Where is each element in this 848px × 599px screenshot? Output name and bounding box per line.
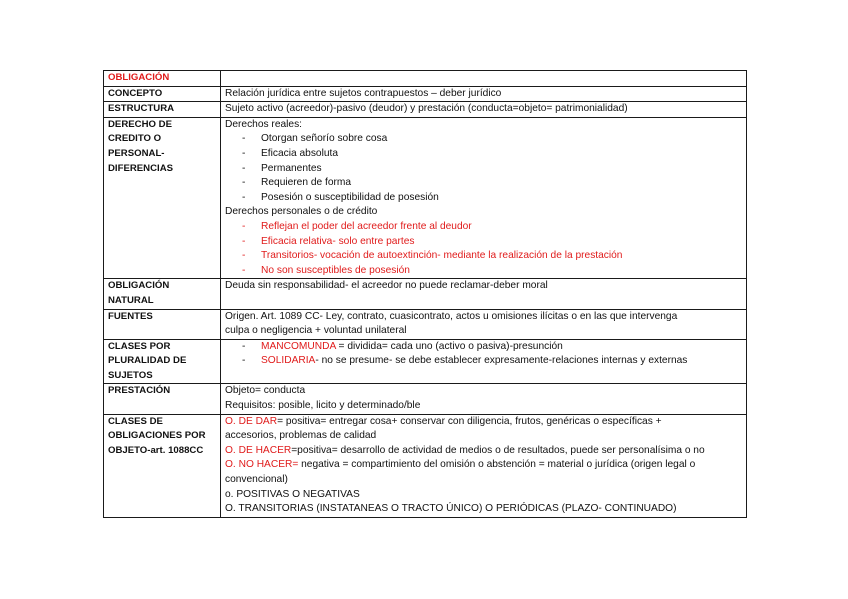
reales-list (225, 132, 743, 205)
derecho-credito-content (221, 117, 747, 279)
list-item: - Otorgan señorío sobre cosa (225, 132, 743, 147)
prestacion-content (221, 384, 747, 414)
list-item: - No son susceptibles de posesión (225, 264, 743, 279)
positivas-line: o. POSITIVAS O NEGATIVAS (225, 488, 360, 500)
hacer-term: O. DE HACER (225, 444, 292, 456)
clases-objeto-label: CLASES DE OBLIGACIONES POR OBJETO-art. 1088CC (104, 414, 221, 517)
concepto-text: Relación jurídica entre sujetos contrapuestos – deber jurídico (221, 86, 747, 102)
mancomunada-term: MANCOMUNDA (261, 340, 336, 352)
prestacion-line-2: Requisitos: posible, licito y determinado/ble (225, 400, 421, 412)
concepto-label: CONCEPTO (104, 86, 221, 102)
obligacion-natural-label: OBLIGACIÓN NATURAL (104, 279, 221, 309)
dar-desc: = positiva= entregar cosa+ conservar con diligencia, frutos, genéricas o específicas + (277, 415, 662, 427)
prestacion-line-1: Objeto= conducta (225, 385, 306, 397)
transitorias-line: O. TRANSITORIAS (INSTATANEAS O TRACTO ÚNICO) O PERIÓDICAS (PLAZO- CONTINUADO) (225, 503, 677, 515)
pluralidad-list (225, 340, 743, 369)
list-item: - Permanentes (225, 162, 743, 177)
table-row-estructura (104, 102, 747, 118)
table-row-clases-pluralidad (104, 339, 747, 384)
list-item (225, 354, 743, 369)
no-hacer-desc: negativa = compartimiento del omisión o abstención = material o jurídica (origen legal o (298, 459, 696, 471)
mancomunada-desc: = dividida= cada uno (activo o pasiva)-presunción (335, 340, 563, 352)
list-item: - Transitorios- vocación de autoextinción- mediante la realización de la prestación (225, 249, 743, 264)
hacer-desc: =positiva= desarrollo de actividad de medios o de resultados, puede ser personalísima o no (291, 444, 705, 456)
list-item: - Posesión o susceptibilidad de posesión (225, 191, 743, 206)
no-hacer-line-2: convencional) (225, 474, 288, 486)
fuentes-line-2: culpa o negligencia + voluntad unilateral (225, 325, 407, 337)
fuentes-line-1: Origen. Art. 1089 CC- Ley, contrato, cuasicontrato, actos u omisiones ilícitas o en las que intervenga (225, 310, 678, 322)
clases-objeto-content (221, 414, 747, 517)
obligacion-natural-text: Deuda sin responsabilidad- el acreedor no puede reclamar-deber moral (221, 279, 747, 309)
derecho-credito-label: DERECHO DE CREDITO O PERSONAL-DIFERENCIAS (104, 117, 221, 279)
table-row-clases-objeto (104, 414, 747, 517)
title-empty-cell (221, 71, 747, 87)
prestacion-label: PRESTACIÓN (104, 384, 221, 414)
dar-line (225, 415, 743, 430)
table-row-derecho-credito (104, 117, 747, 279)
list-item: - Eficacia absoluta (225, 147, 743, 162)
solidaria-term: SOLIDARIA (261, 355, 316, 367)
list-item: - Eficacia relativa- solo entre partes (225, 235, 743, 250)
obligacion-table (103, 70, 747, 518)
reales-heading: Derechos reales: (225, 118, 303, 130)
table-row-concepto (104, 86, 747, 102)
no-hacer-term: O. NO HACER= (225, 459, 299, 471)
personales-list (225, 220, 743, 278)
list-item: - Requieren de forma (225, 176, 743, 191)
fuentes-label: FUENTES (104, 309, 221, 339)
solidaria-desc: - no se presume- se debe establecer expresamente-relaciones internas y externas (315, 355, 688, 367)
hacer-line (225, 444, 743, 459)
no-hacer-line (225, 458, 743, 473)
table-row-prestacion (104, 384, 747, 414)
table-row-obligacion-natural (104, 279, 747, 309)
list-item: - Reflejan el poder del acreedor frente al deudor (225, 220, 743, 235)
list-item (225, 340, 743, 355)
dar-term: O. DE DAR (225, 415, 278, 427)
table-row-fuentes (104, 309, 747, 339)
estructura-text: Sujeto activo (acreedor)-pasivo (deudor) y prestación (conducta=objeto= patrimonialidad) (221, 102, 747, 118)
dar-line-2: accesorios, problemas de calidad (225, 430, 377, 442)
fuentes-content (221, 309, 747, 339)
estructura-label: ESTRUCTURA (104, 102, 221, 118)
table-title: OBLIGACIÓN (104, 71, 221, 87)
personales-heading: Derechos personales o de crédito (225, 206, 378, 218)
table-row-title (104, 71, 747, 87)
clases-pluralidad-content (221, 339, 747, 384)
clases-pluralidad-label: CLASES POR PLURALIDAD DE SUJETOS (104, 339, 221, 384)
